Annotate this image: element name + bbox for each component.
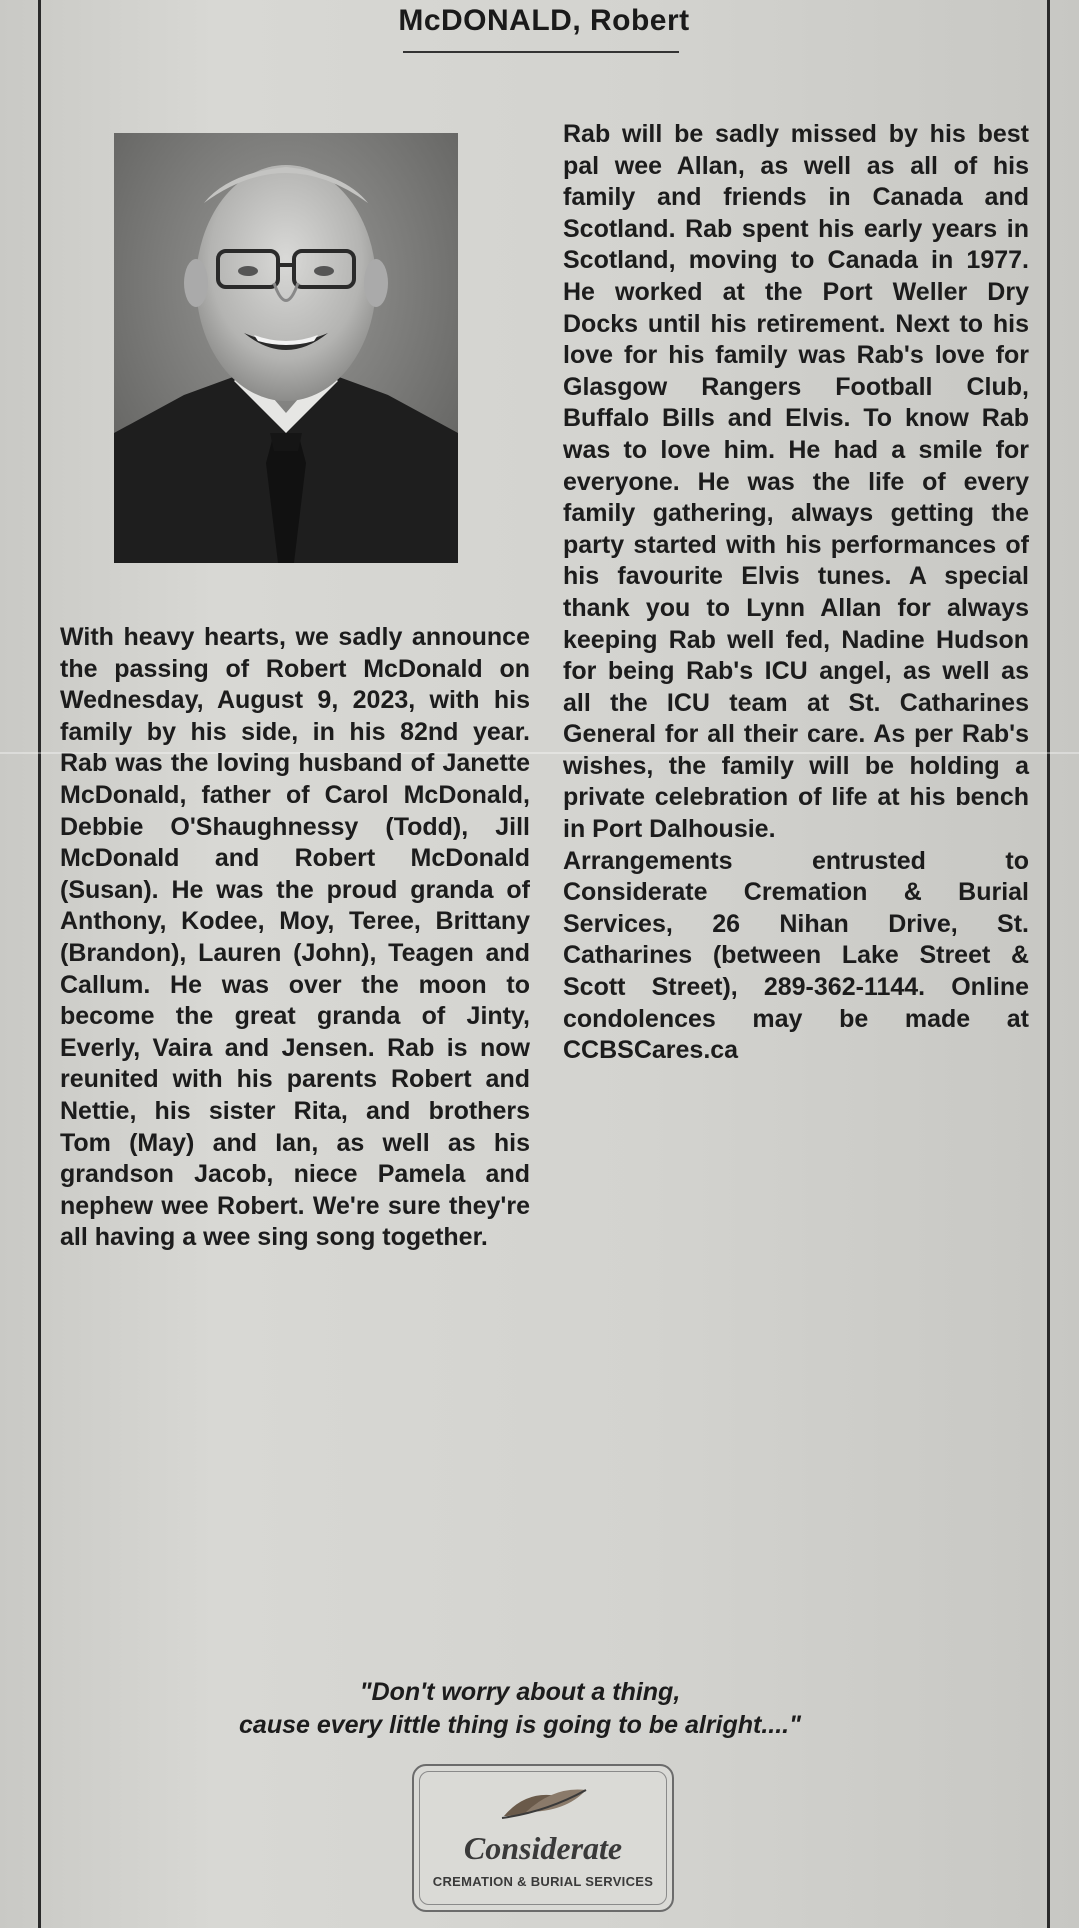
funeral-home-logo bbox=[412, 1764, 674, 1912]
obituary-paragraph-memories: Rab will be sadly missed by his best pal wee Allan, as well as all of his family and friends in Canada and Scotland. Rab spent his early years in Scotland, moving to Canada in 1977. He worked at the Port Weller Dry Docks until his retirement. Next to his love for his family was Rab's love for Glasgow Rangers Football Club, Buffalo Bills and Elvis. To know Rab was to love him. He had a smile for everyone. He was the life of every family gathering, always getting the party started with his performances of his favourite Elvis tunes. A special thank you to Lynn Allan for always keeping Rab well fed, Nadine Hudson for being Rab's ICU angel, as well as all the ICU team at St. Catharines General for all their care. As per Rab's wishes, the family will be holding a private celebration of life at his bench in Port Dalhousie. bbox=[563, 120, 1029, 844]
column-rule-right bbox=[1047, 0, 1050, 1928]
quote-line-1: "Don't worry about a thing, bbox=[359, 1678, 681, 1706]
obituary-paragraph-announcement: With heavy hearts, we sadly announce the passing of Robert McDonald on Wednesday, August 9, 2023, with his family by his side, in his 82nd year. Rab was the loving husband of Janette McDonald, father of Carol McDonald, Debbie O'Shaughnessy (Todd), Jill McDonald and Robert McDonald (Susan). He was the proud granda of Anthony, Kodee, Moy, Teree, Brittany (Brandon), Lauren (John), Teagen and Callum. He was over the moon to become the great granda of Jinty, Everly, Vaira and Jensen. Rab is now reunited with his parents Robert and Nettie, his sister Rita, and brothers Tom (May) and Ian, as well as his grandson Jacob, niece Pamela and nephew wee Robert. We're sure they're all having a wee sing song together. bbox=[60, 623, 530, 1252]
closing-quote bbox=[100, 1676, 940, 1742]
portrait-illustration bbox=[114, 133, 458, 563]
column-rule-left bbox=[38, 0, 41, 1928]
obituary-right-column bbox=[563, 119, 1029, 1067]
portrait-photo bbox=[114, 133, 458, 563]
logo-wordmark: Considerate bbox=[463, 1830, 623, 1866]
obituary-left-column bbox=[60, 622, 530, 1254]
quote-line-2: cause every little thing is going to be alright...." bbox=[239, 1711, 801, 1739]
logo-tagline: CREMATION & BURIAL SERVICES bbox=[432, 1874, 654, 1889]
leaf-icon bbox=[496, 1782, 592, 1830]
title-underline bbox=[403, 51, 679, 53]
obituary-title: McDONALD, Robert bbox=[398, 4, 690, 37]
obituary-paragraph-arrangements: Arrangements entrusted to Considerate Cremation & Burial Services, 26 Nihan Drive, St. Catharines (between Lake Street & Scott Street), 289-362-1144. Online condolences may be made at CCBSCares.ca bbox=[563, 846, 1029, 1065]
